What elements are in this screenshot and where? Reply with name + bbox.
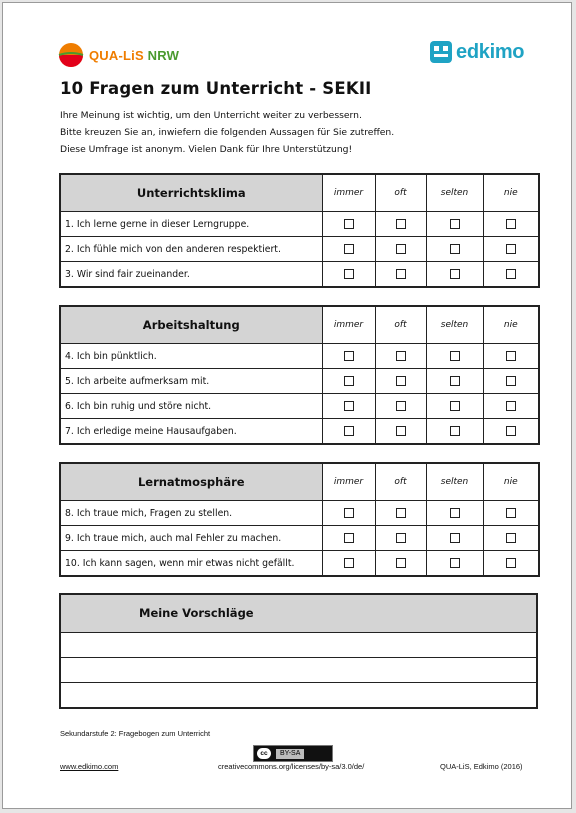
checkbox-nie[interactable] bbox=[506, 269, 516, 279]
question-row bbox=[60, 212, 539, 237]
footer-note: Sekundarstufe 2: Fragebogen zum Unterricht bbox=[60, 729, 211, 738]
question-text: 8. Ich traue mich, Fragen zu stellen. bbox=[60, 501, 322, 526]
by-sa-label: BY-SA bbox=[276, 749, 304, 759]
qualis-logo-text: QUA-LiS bbox=[89, 47, 144, 63]
checkbox-immer[interactable] bbox=[344, 351, 354, 361]
checkbox-oft[interactable] bbox=[396, 351, 406, 361]
question-row bbox=[60, 237, 539, 262]
suggestions-box bbox=[59, 593, 538, 709]
checkbox-oft[interactable] bbox=[396, 269, 406, 279]
option-header: immer bbox=[322, 306, 375, 344]
option-header: immer bbox=[322, 174, 375, 212]
checkbox-immer[interactable] bbox=[344, 558, 354, 568]
intro-line: Diese Umfrage ist anonym. Vielen Dank für Ihre Unterstützung! bbox=[60, 144, 353, 155]
qualis-logo bbox=[58, 41, 179, 69]
checkbox-selten[interactable] bbox=[450, 426, 460, 436]
checkbox-nie[interactable] bbox=[506, 558, 516, 568]
copyright: QUA-LiS, Edkimo (2016) bbox=[440, 762, 523, 771]
checkbox-nie[interactable] bbox=[506, 219, 516, 229]
question-row bbox=[60, 262, 539, 288]
edkimo-logo bbox=[430, 39, 524, 65]
checkbox-nie[interactable] bbox=[506, 376, 516, 386]
checkbox-immer[interactable] bbox=[344, 533, 354, 543]
suggestions-title: Meine Vorschläge bbox=[61, 595, 536, 633]
option-header: oft bbox=[375, 306, 426, 344]
suggestion-line[interactable] bbox=[61, 683, 536, 707]
checkbox-oft[interactable] bbox=[396, 533, 406, 543]
questionnaire-page bbox=[2, 2, 572, 809]
checkbox-immer[interactable] bbox=[344, 426, 354, 436]
checkbox-oft[interactable] bbox=[396, 558, 406, 568]
checkbox-oft[interactable] bbox=[396, 244, 406, 254]
option-header: immer bbox=[322, 463, 375, 501]
intro-text bbox=[60, 107, 530, 158]
qualis-logo-icon bbox=[58, 42, 84, 68]
section-title: Unterrichtsklima bbox=[60, 174, 322, 212]
question-text: 6. Ich bin ruhig und störe nicht. bbox=[60, 394, 322, 419]
qualis-logo-nrw: NRW bbox=[147, 47, 180, 63]
checkbox-nie[interactable] bbox=[506, 426, 516, 436]
section-table-lernatmosphaere bbox=[59, 462, 540, 577]
checkbox-selten[interactable] bbox=[450, 269, 460, 279]
checkbox-nie[interactable] bbox=[506, 244, 516, 254]
checkbox-nie[interactable] bbox=[506, 351, 516, 361]
checkbox-oft[interactable] bbox=[396, 508, 406, 518]
checkbox-oft[interactable] bbox=[396, 219, 406, 229]
checkbox-immer[interactable] bbox=[344, 244, 354, 254]
question-row bbox=[60, 526, 539, 551]
question-row bbox=[60, 344, 539, 369]
checkbox-nie[interactable] bbox=[506, 401, 516, 411]
page-title: 10 Fragen zum Unterricht - SEKII bbox=[60, 79, 372, 98]
checkbox-nie[interactable] bbox=[506, 533, 516, 543]
checkbox-immer[interactable] bbox=[344, 269, 354, 279]
checkbox-selten[interactable] bbox=[450, 376, 460, 386]
option-header: nie bbox=[483, 174, 539, 212]
suggestion-line[interactable] bbox=[61, 633, 536, 658]
question-row bbox=[60, 369, 539, 394]
option-header: nie bbox=[483, 463, 539, 501]
question-text: 3. Wir sind fair zueinander. bbox=[60, 262, 322, 288]
question-row bbox=[60, 551, 539, 577]
intro-line: Ihre Meinung ist wichtig, um den Unterricht weiter zu verbessern. bbox=[60, 110, 362, 121]
checkbox-selten[interactable] bbox=[450, 508, 460, 518]
option-header: oft bbox=[375, 463, 426, 501]
checkbox-oft[interactable] bbox=[396, 376, 406, 386]
intro-line: Bitte kreuzen Sie an, inwiefern die folgenden Aussagen für Sie zutreffen. bbox=[60, 127, 395, 138]
checkbox-immer[interactable] bbox=[344, 219, 354, 229]
question-text: 2. Ich fühle mich von den anderen respektiert. bbox=[60, 237, 322, 262]
checkbox-immer[interactable] bbox=[344, 401, 354, 411]
question-text: 5. Ich arbeite aufmerksam mit. bbox=[60, 369, 322, 394]
question-row bbox=[60, 394, 539, 419]
checkbox-nie[interactable] bbox=[506, 508, 516, 518]
checkbox-selten[interactable] bbox=[450, 244, 460, 254]
website-link[interactable]: www.edkimo.com bbox=[60, 762, 119, 771]
option-header: selten bbox=[426, 174, 483, 212]
question-text: 9. Ich traue mich, auch mal Fehler zu machen. bbox=[60, 526, 322, 551]
option-header: oft bbox=[375, 174, 426, 212]
option-header: selten bbox=[426, 306, 483, 344]
suggestion-line[interactable] bbox=[61, 658, 536, 683]
question-text: 7. Ich erledige meine Hausaufgaben. bbox=[60, 419, 322, 445]
question-text: 4. Ich bin pünktlich. bbox=[60, 344, 322, 369]
checkbox-selten[interactable] bbox=[450, 219, 460, 229]
edkimo-logo-icon bbox=[430, 41, 452, 63]
edkimo-logo-text: edkimo bbox=[456, 40, 525, 63]
question-text: 1. Ich lerne gerne in dieser Lerngruppe. bbox=[60, 212, 322, 237]
checkbox-selten[interactable] bbox=[450, 401, 460, 411]
section-title: Arbeitshaltung bbox=[60, 306, 322, 344]
checkbox-oft[interactable] bbox=[396, 426, 406, 436]
cc-license-badge bbox=[253, 745, 333, 762]
option-header: selten bbox=[426, 463, 483, 501]
question-row bbox=[60, 419, 539, 445]
license-url: creativecommons.org/licenses/by-sa/3.0/de/ bbox=[218, 762, 365, 771]
section-title: Lernatmosphäre bbox=[60, 463, 322, 501]
checkbox-oft[interactable] bbox=[396, 401, 406, 411]
checkbox-immer[interactable] bbox=[344, 376, 354, 386]
section-table-unterrichtsklima bbox=[59, 173, 540, 288]
cc-icon: cc bbox=[257, 748, 271, 759]
section-table-arbeitshaltung bbox=[59, 305, 540, 445]
question-row bbox=[60, 501, 539, 526]
checkbox-selten[interactable] bbox=[450, 558, 460, 568]
option-header: nie bbox=[483, 306, 539, 344]
checkbox-immer[interactable] bbox=[344, 508, 354, 518]
question-text: 10. Ich kann sagen, wenn mir etwas nicht gefällt. bbox=[60, 551, 322, 577]
checkbox-selten[interactable] bbox=[450, 533, 460, 543]
checkbox-selten[interactable] bbox=[450, 351, 460, 361]
